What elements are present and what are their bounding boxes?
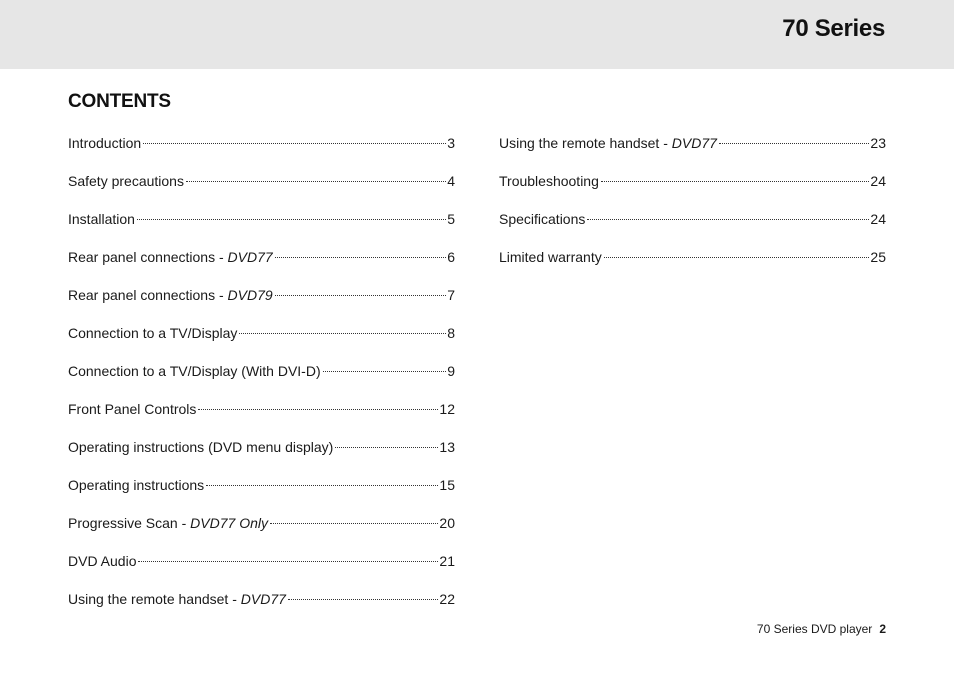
toc-entry-page: 12 (439, 401, 455, 417)
toc-entry-title (68, 242, 273, 272)
toc-entry-title (68, 584, 286, 614)
toc-entry[interactable] (68, 584, 455, 622)
toc-entry-text: Rear panel connections - (68, 249, 228, 265)
toc-entry-title (499, 128, 717, 158)
toc-entry-page: 23 (870, 135, 886, 151)
toc-entry-text: Rear panel connections - (68, 287, 228, 303)
toc-entry[interactable] (68, 394, 455, 432)
dot-leader (138, 561, 438, 562)
toc-entry-title (68, 204, 135, 234)
toc-entry[interactable] (499, 166, 886, 204)
dot-leader (198, 409, 438, 410)
toc-entry-text: Progressive Scan - (68, 515, 191, 531)
dot-leader (719, 143, 870, 144)
toc-entry-page: 13 (439, 439, 455, 455)
toc-entry[interactable] (68, 128, 455, 166)
toc-entry-page: 7 (447, 287, 455, 303)
toc-entry-title (68, 280, 273, 310)
toc-entry-text: Operating instructions (DVD menu display) (68, 439, 334, 455)
toc-entry-text: Introduction (68, 135, 142, 151)
footer-page-number: 2 (879, 622, 886, 636)
dot-leader (206, 485, 438, 486)
toc-entry-title (68, 394, 196, 424)
toc-entry-page: 4 (447, 173, 455, 189)
toc-entry-model: DVD77 (227, 249, 273, 265)
toc-entry-title (68, 546, 136, 576)
dot-leader (604, 257, 870, 258)
toc-entry-title (499, 204, 585, 234)
toc-entry[interactable] (68, 166, 455, 204)
page-footer (757, 622, 886, 636)
footer-label: 70 Series DVD player (756, 622, 873, 636)
dot-leader (335, 447, 438, 448)
toc-entry-text: Using the remote handset - (499, 135, 672, 151)
toc-entry-text: Safety precautions (68, 173, 184, 189)
toc-entry-page: 21 (439, 553, 455, 569)
toc-entry[interactable] (68, 508, 455, 546)
dot-leader (143, 143, 446, 144)
toc-right-column (499, 128, 886, 280)
toc-entry-text: Using the remote handset - (68, 591, 241, 607)
dot-leader (275, 257, 447, 258)
dot-leader (270, 523, 438, 524)
toc-entry-page: 3 (447, 135, 455, 151)
toc-entry-text: Installation (68, 211, 135, 227)
toc-entry-model: DVD77 Only (190, 515, 268, 531)
dot-leader (275, 295, 447, 296)
dot-leader (239, 333, 446, 334)
toc-entry-title (68, 128, 141, 158)
contents-heading: CONTENTS (68, 91, 171, 112)
toc-entry-page: 9 (447, 363, 455, 379)
toc-entry-title (68, 166, 184, 196)
toc-entry-text: Front Panel Controls (68, 401, 197, 417)
header-band (0, 0, 954, 69)
toc-entry-title (68, 318, 237, 348)
toc-entry-text: Connection to a TV/Display (68, 325, 238, 341)
toc-entry-model: DVD77 (240, 591, 286, 607)
toc-entry-title (68, 470, 204, 500)
dot-leader (186, 181, 446, 182)
toc-entry-page: 5 (447, 211, 455, 227)
dot-leader (137, 219, 446, 220)
toc-entry-page: 22 (439, 591, 455, 607)
toc-entry[interactable] (68, 242, 455, 280)
toc-entry-page: 24 (870, 173, 886, 189)
dot-leader (288, 599, 439, 600)
toc-entry-title (68, 508, 268, 538)
toc-entry-title (499, 242, 602, 272)
toc-entry-model: DVD79 (227, 287, 273, 303)
toc-entry[interactable] (68, 470, 455, 508)
toc-entry[interactable] (499, 204, 886, 242)
toc-entry-title (68, 432, 333, 462)
toc-entry-page: 8 (447, 325, 455, 341)
toc-entry-title (68, 356, 321, 386)
toc-entry-page: 20 (439, 515, 455, 531)
toc-entry-title (499, 166, 599, 196)
toc-entry-text: Operating instructions (68, 477, 205, 493)
dot-leader (587, 219, 869, 220)
toc-entry-text: Troubleshooting (499, 173, 599, 189)
toc-entry-page: 15 (439, 477, 455, 493)
toc-entry[interactable] (499, 242, 886, 280)
toc-entry-model: DVD77 (671, 135, 717, 151)
toc-entry-text: DVD Audio (68, 553, 137, 569)
toc-entry-page: 24 (870, 211, 886, 227)
toc-entry-page: 25 (870, 249, 886, 265)
toc-entry[interactable] (68, 318, 455, 356)
toc-entry[interactable] (68, 280, 455, 318)
toc-entry[interactable] (68, 356, 455, 394)
toc-entry[interactable] (499, 128, 886, 166)
toc-entry-page: 6 (447, 249, 455, 265)
dot-leader (601, 181, 870, 182)
toc-entry[interactable] (68, 546, 455, 584)
toc-entry-text: Limited warranty (499, 249, 602, 265)
series-title: 70 Series (782, 15, 885, 42)
toc-entry[interactable] (68, 432, 455, 470)
toc-entry[interactable] (68, 204, 455, 242)
toc-entry-text: Connection to a TV/Display (With DVI-D) (68, 363, 321, 379)
toc-left-column (68, 128, 455, 622)
toc-entry-text: Specifications (499, 211, 586, 227)
dot-leader (323, 371, 447, 372)
